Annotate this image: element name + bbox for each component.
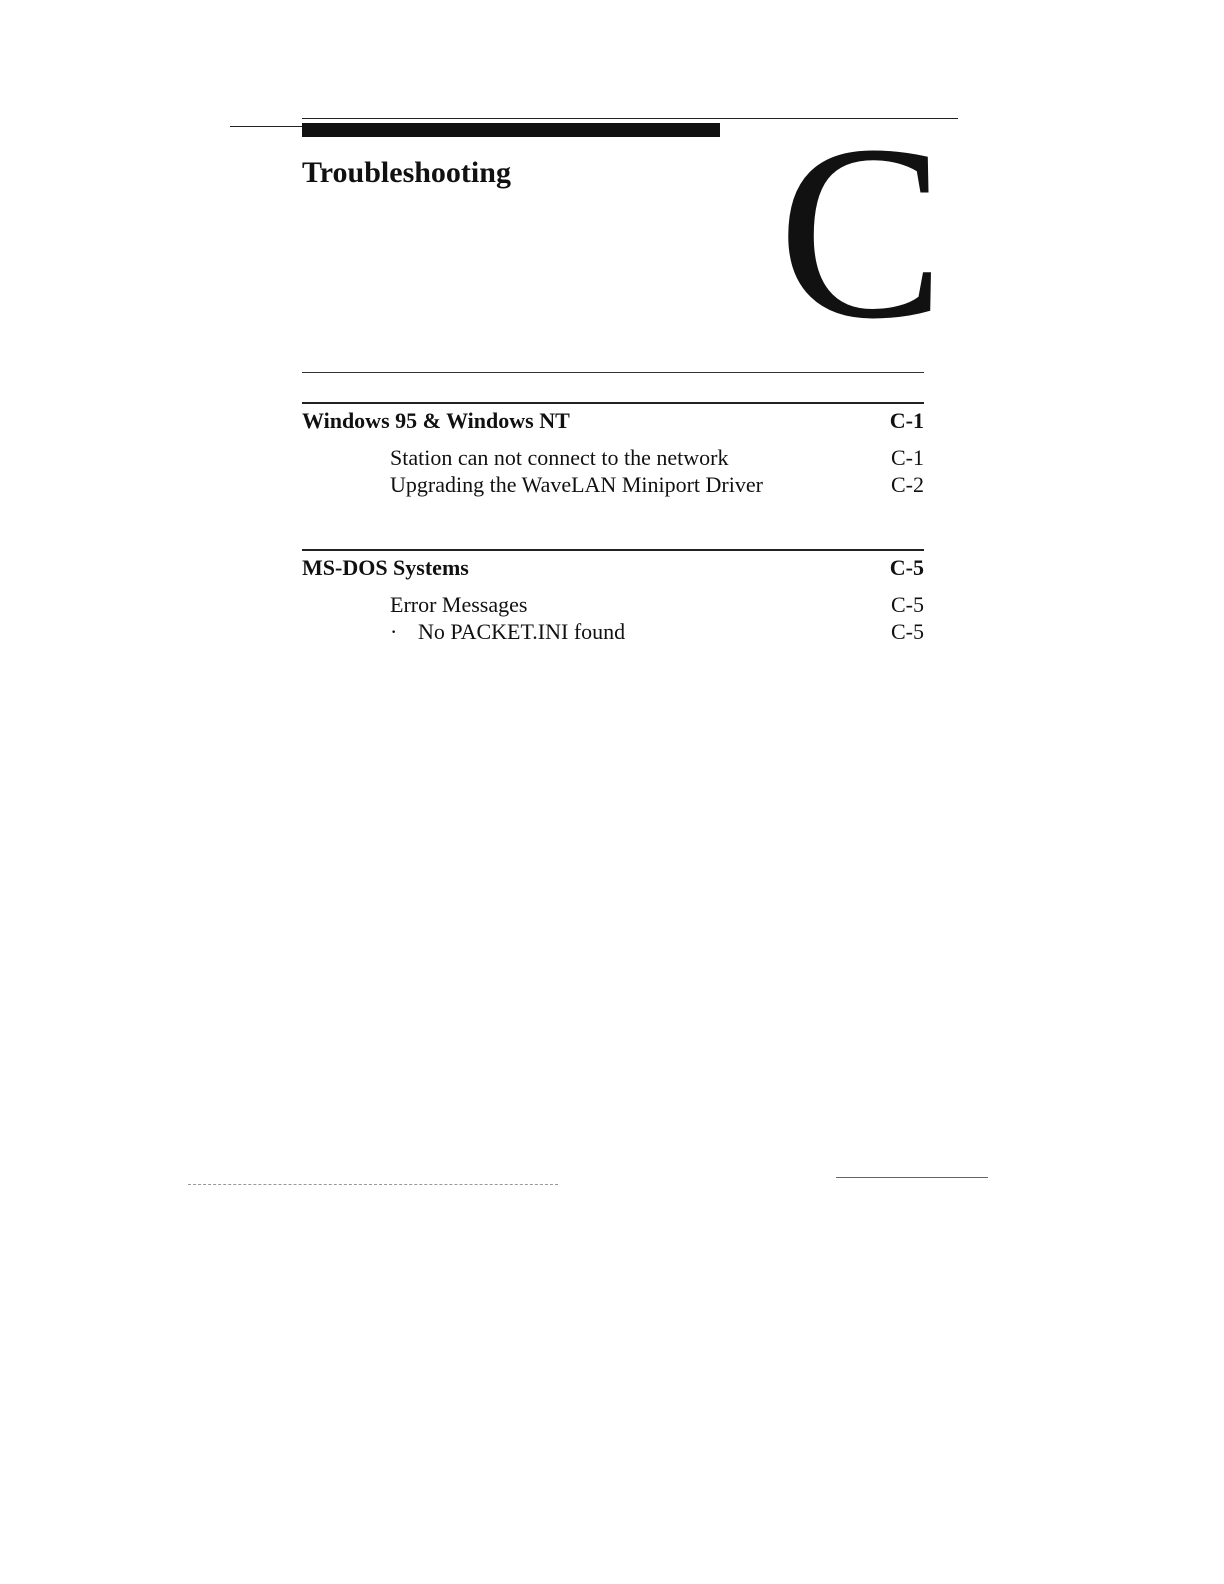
toc-entry-page: C-5	[891, 592, 924, 617]
toc-entry-page: C-5	[891, 619, 924, 644]
toc-entry-page: C-1	[891, 445, 924, 470]
section-heading[interactable]	[302, 555, 924, 581]
toc-section-msdos	[302, 549, 924, 645]
toc-section-windows	[302, 402, 924, 498]
chapter-title: Troubleshooting	[302, 156, 511, 189]
contents-divider	[302, 372, 924, 373]
section-heading-page: C-1	[889, 408, 924, 433]
toc-entry[interactable]	[302, 618, 924, 645]
section-heading[interactable]	[302, 408, 924, 434]
section-rule	[302, 402, 924, 404]
footer-rule-right	[836, 1177, 988, 1178]
toc-entry-label: Upgrading the WaveLAN Miniport Driver	[390, 472, 763, 497]
section-heading-label: Windows 95 & Windows NT	[302, 408, 570, 433]
chapter-letter: C	[778, 94, 945, 371]
header-black-bar	[302, 123, 720, 137]
bullet-icon: ·	[390, 619, 398, 644]
toc-entry-page: C-2	[891, 472, 924, 497]
toc-entry[interactable]	[302, 471, 924, 498]
section-heading-page: C-5	[889, 555, 924, 580]
toc-entry-label: No PACKET.INI found	[418, 619, 626, 644]
section-rule	[302, 549, 924, 551]
footer-rule-left	[188, 1184, 558, 1185]
section-heading-label: MS-DOS Systems	[302, 555, 469, 580]
toc-entry-label: Station can not connect to the network	[390, 445, 729, 470]
toc-entry-label: Error Messages	[390, 592, 528, 617]
toc-entry[interactable]	[302, 444, 924, 471]
toc-entry[interactable]	[302, 591, 924, 618]
header-rule-left	[230, 126, 302, 127]
